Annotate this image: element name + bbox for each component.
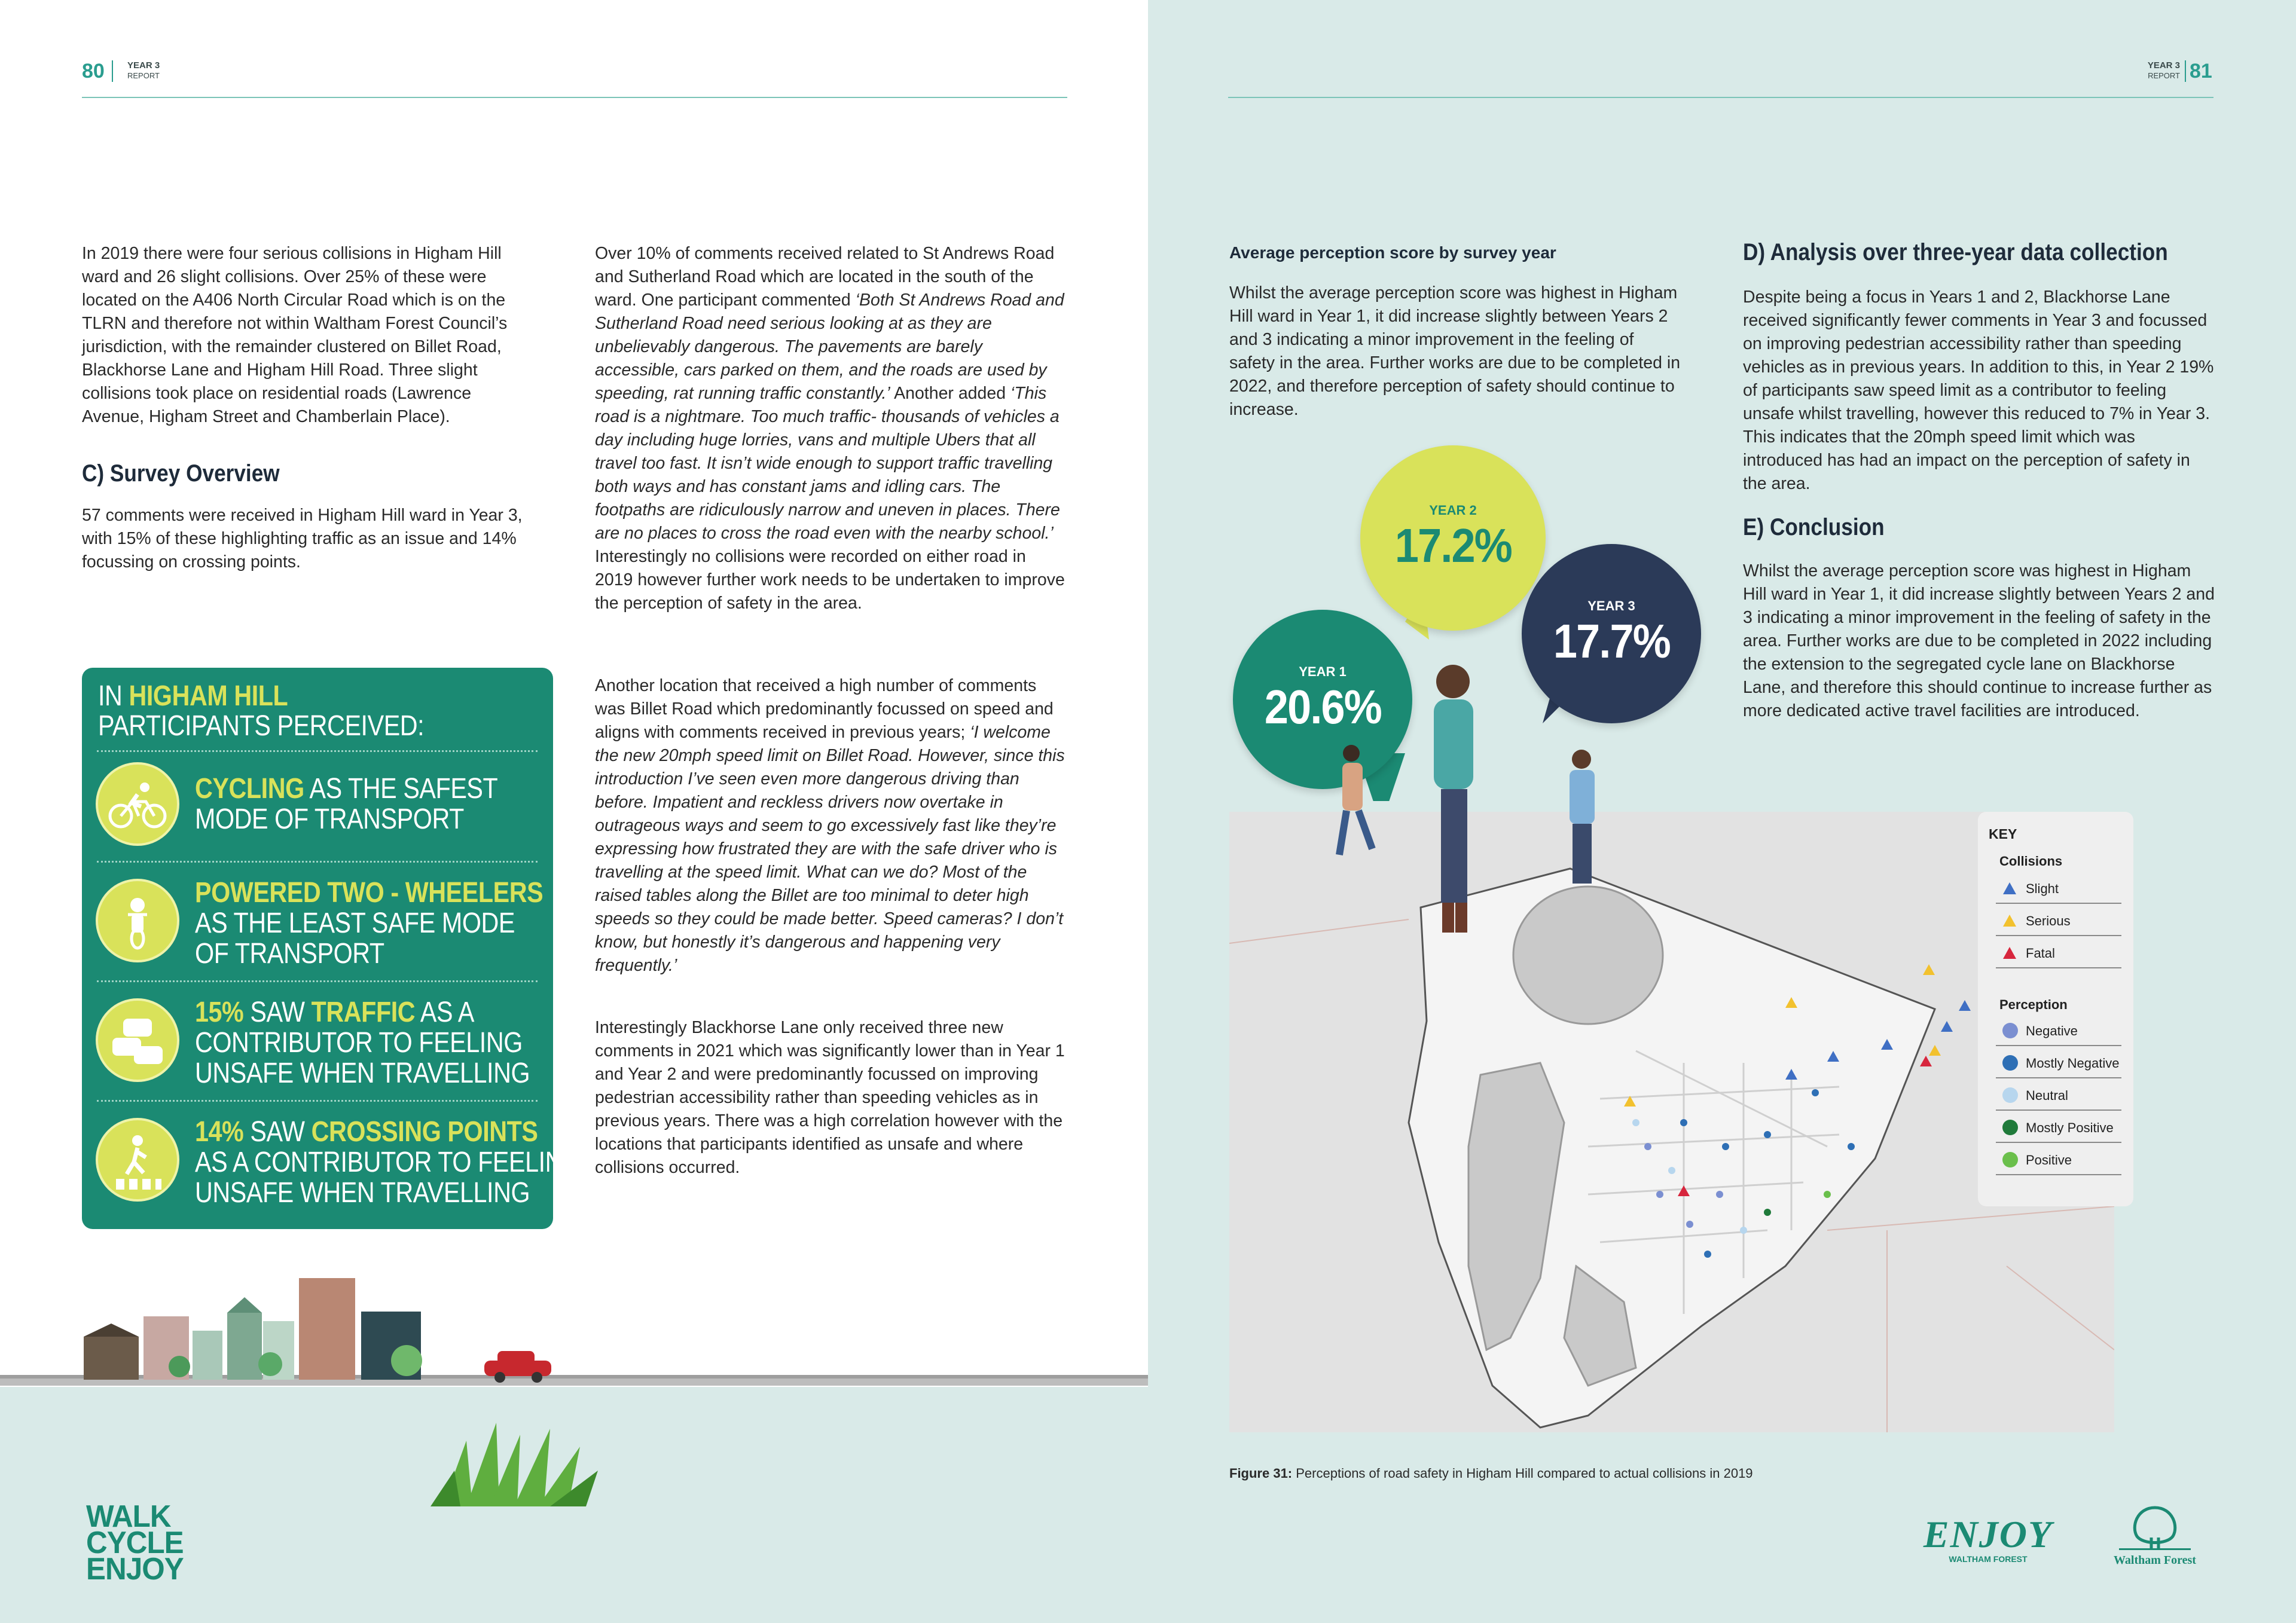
avg-perception-paragraph: Whilst the average perception score was highest in Higham Hill ward in Year 1, it did increase slightly between Years 2 and 3 indicating a minor improvement in the feeling of safety in the area. Further works are due to be completed in 2022, and therefore perception of safety should continue to increase.	[1229, 283, 1681, 419]
walk-cycle-enjoy-logo: WALK CYCLE ENJOY	[86, 1499, 184, 1587]
waltham-forest-council-logo: Waltham Forest	[2096, 1503, 2213, 1567]
person-walking	[1339, 745, 1372, 855]
infobox-row-3: 15% SAW TRAFFIC AS A CONTRIBUTOR TO FEELING UNSAFE WHEN TRAVELLING	[195, 997, 530, 1089]
infobox-title: IN HIGHAM HILL PARTICIPANTS PERCEIVED:	[98, 680, 425, 742]
person-man	[1570, 750, 1595, 884]
year3-value: 17.7%	[1553, 615, 1670, 668]
year2-label: YEAR 2	[1429, 503, 1477, 518]
header-report-left: REPORT	[127, 71, 160, 80]
header-year-left: YEAR 3	[127, 60, 160, 71]
motorbike-icon	[96, 879, 179, 962]
year1-value: 20.6%	[1264, 680, 1381, 733]
col2-para3: Interestingly Blackhorse Lane only received three new comments in 2021 which was significantly lower than in Year 1 and Year 2 and were predominantly focussed on improving pedestrian accessibility rather than speeding vehicles as in previous years. There was a high correlation however with the locations that participants identified as unsafe and where collisions occurred.	[595, 1018, 1065, 1177]
person-woman	[1434, 665, 1473, 933]
key-row-serious: Serious	[1996, 905, 2121, 936]
key-row-mostly-negative: Mostly Negative	[1996, 1047, 2121, 1078]
section-d-title: D) Analysis over three-year data collection	[1743, 239, 2168, 265]
section-e-paragraph: Whilst the average perception score was highest in Higham Hill ward in Year 1, it did increase slightly between Years 2 and 3 indicating a minor improvement in the feeling of safety in the area. Further works are due to be completed in 2022 including the extension to the segregated cycle lane on Blackhorse Lane, and therefore this should continue to increase further as more dedicated active travel facilities are introduced.	[1743, 561, 2215, 720]
traffic-icon	[96, 998, 179, 1082]
year2-bubble	[1360, 445, 1546, 631]
infobox-row-1: CYCLING AS THE SAFEST MODE OF TRANSPORT	[195, 773, 498, 835]
key-collisions-title: Collisions	[1999, 854, 2063, 869]
col1-para2: 57 comments were received in Higham Hill ward in Year 3, with 15% of these highlighting traffic as an issue and 14% focussing on crossing points.	[82, 506, 523, 571]
col2-para2: Another location that received a high number of comments was Billet Road which predominantly focussed on speed and aligns with comments received in previous years; ‘I welcome the new 20mph speed limit on Billet Road. However, since this introduction I’ve seen even more dangerous driving than before. Impatient and reckless drivers now overtake in outrageous ways and seem to go excessively fast like they’re expressing how frustrated they are with the safe driver who is travelling at the speed limit. What can we do? Most of the raised tables along the Billet are too minimal to deter high speeds so they could be made better. Speed cameras? I don’t know, but honestly it’s dangerous and happening very frequently.’	[595, 676, 1065, 975]
people-illustration	[1315, 658, 1650, 968]
col2-para1: Over 10% of comments received related to St Andrews Road and Sutherland Road which are located in the south of the ward. One participant commented ‘Both St Andrews Road and Sutherland Road need serious looking at as they are unbelievably dangerous. The pavements are barely accessible, cars parked on them, and the roads are used by speeding, rat running traffic constantly.’ Another added ‘This road is a nightmare. Too much traffic- thousands of vehicles a day including huge lorries, vans and multiple Ubers that all travel too fast. It isn’t wide enough to support traffic travelling both ways and has constant jams and idling cars. The footpaths are ridiculously narrow and uneven in places. There are no places to cross the road even with the nearby school.’ Interestingly no collisions were recorded on either road in 2019 however further work needs to be undertaken to improve the perception of safety in the area.	[595, 244, 1065, 613]
section-c-title: C) Survey Overview	[82, 460, 280, 487]
col1-para1: In 2019 there were four serious collisions in Higham Hill ward and 26 slight collisions. Over 25% of these were located on the A406 North Circular Road which is on the TLRN and therefore not within Waltham Forest Council’s jurisdiction, with the remainder clustered on Billet Road, Blackhorse Lane and Higham Hill Road. Three slight collisions took place on residential roads (Lawrence Avenue, Higham Street and Chamberlain Place).	[82, 244, 508, 426]
divider	[97, 980, 538, 982]
key-perception-title: Perception	[1999, 997, 2068, 1012]
section-d-paragraph: Despite being a focus in Years 1 and 2, Blackhorse Lane received significantly fewer comments in Year 3 and focussed on improving pedestrian accessibility rather than speeding vehicles as in previous years. In addition to this, in Year 2 19% of participants saw speed limit as a contributor to feeling unsafe whilst travelling, however this reduced to 7% in Year 3. This indicates that the 20mph speed limit which was introduced has had an impact on the perception of safety in the area.	[1743, 288, 2214, 493]
infobox-row-4: 14% SAW CROSSING POINTS AS A CONTRIBUTOR TO FEELING UNSAFE WHEN TRAVELLING	[195, 1116, 582, 1209]
tree-icon	[2119, 1503, 2191, 1551]
infobox-row-2: POWERED TWO - WHEELERS AS THE LEAST SAFE MODE OF TRANSPORT	[195, 877, 544, 970]
avg-perception-title: Average perception score by survey year	[1229, 243, 1556, 262]
key-row-negative: Negative	[1996, 1015, 2121, 1046]
divider	[97, 861, 538, 863]
key-row-mostly-positive: Mostly Positive	[1996, 1112, 2121, 1143]
key-row-neutral: Neutral	[1996, 1080, 2121, 1111]
enjoy-waltham-forest-logo: ENJOY WALTHAM FOREST	[1923, 1513, 2053, 1564]
page-number-right: 81	[2190, 60, 2212, 82]
divider	[97, 750, 538, 752]
header-rule-right	[1228, 97, 2213, 98]
header-rule-left	[82, 97, 1067, 98]
section-e-title: E) Conclusion	[1743, 514, 1885, 540]
year3-label: YEAR 3	[1587, 598, 1635, 613]
key-row-positive: Positive	[1996, 1144, 2121, 1175]
figure-caption: Figure 31: Perceptions of road safety in Higham Hill compared to actual collisions in 2019	[1229, 1466, 1753, 1481]
key-title: KEY	[1989, 826, 2017, 842]
grass-tuft-illustration	[430, 1417, 604, 1512]
header-divider	[112, 60, 113, 82]
key-row-fatal: Fatal	[1996, 937, 2121, 968]
header-report-right: REPORT	[2148, 71, 2180, 80]
map-key	[1978, 812, 2133, 1206]
year1-label: YEAR 1	[1299, 664, 1347, 679]
city-skyline-illustration	[0, 1261, 1148, 1399]
year2-value: 17.2%	[1394, 519, 1512, 572]
header-year-right: YEAR 3	[2147, 60, 2180, 71]
cyclist-icon	[96, 762, 179, 846]
pedestrian-crossing-icon	[96, 1118, 179, 1202]
header-divider	[2185, 60, 2186, 82]
divider	[97, 1100, 538, 1102]
page-number-left: 80	[82, 60, 105, 82]
key-row-slight: Slight	[1996, 873, 2121, 904]
